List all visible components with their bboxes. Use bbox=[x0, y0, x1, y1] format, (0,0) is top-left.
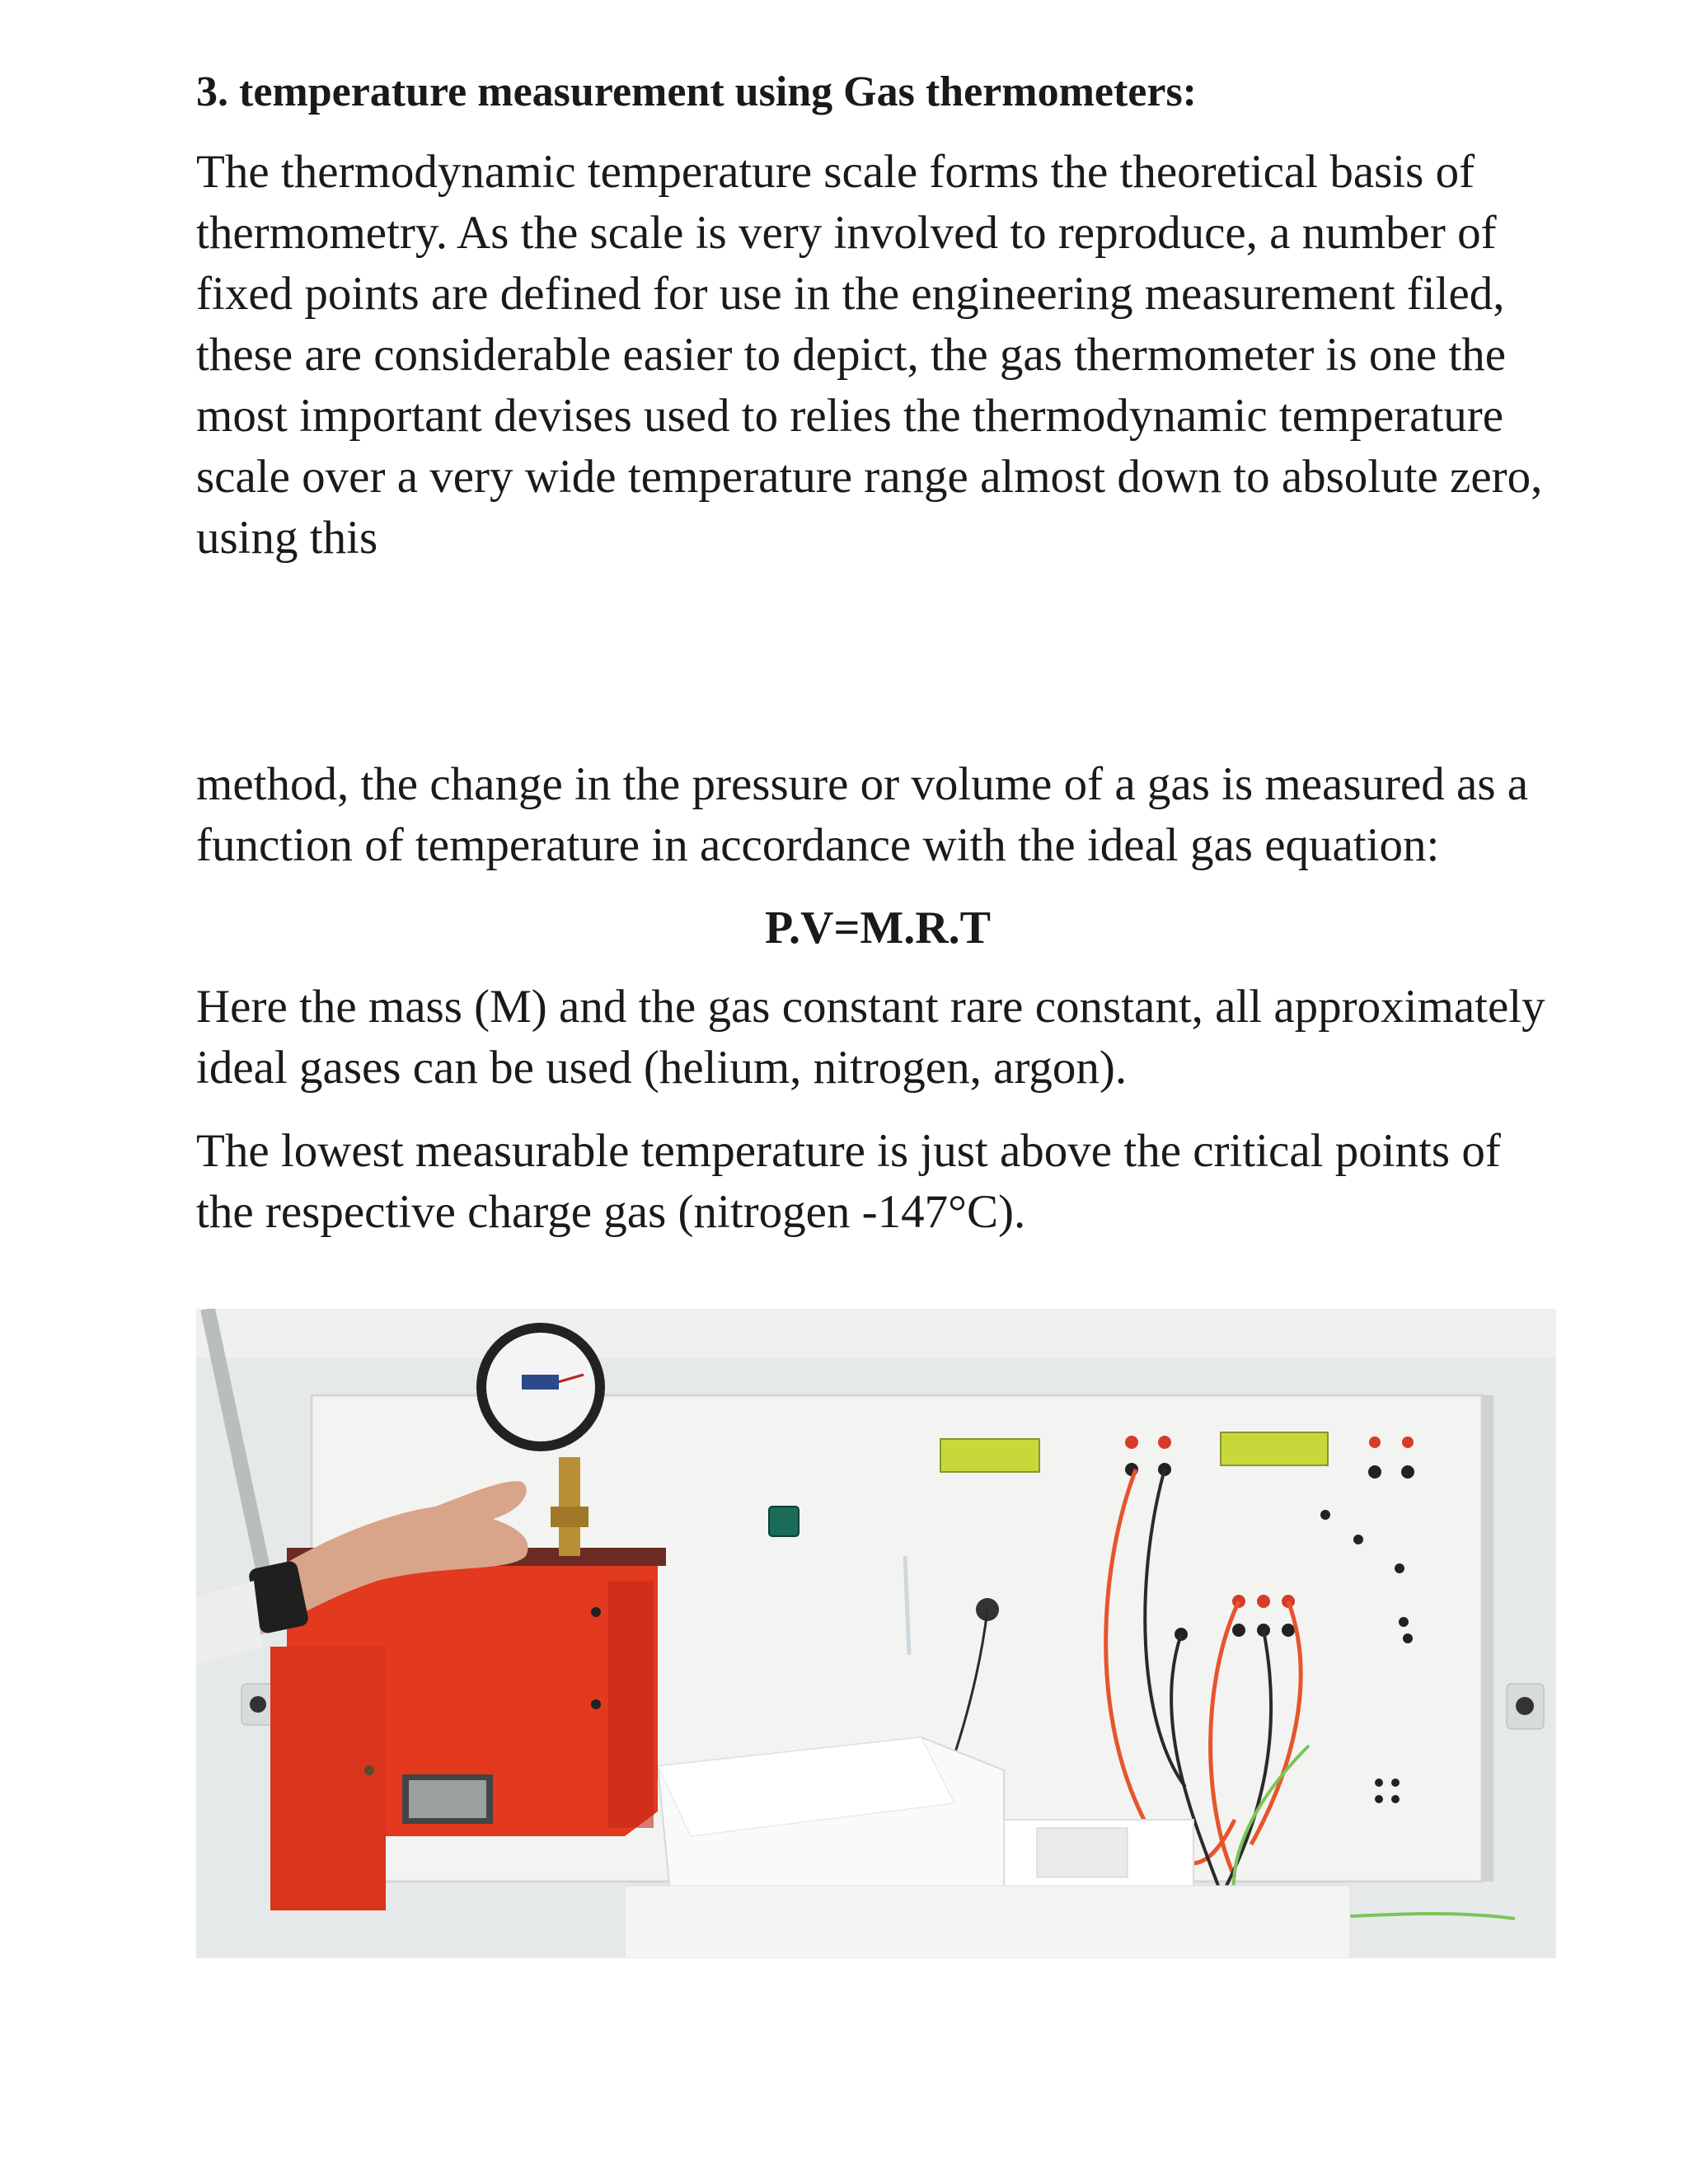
section-heading: 3. temperature measurement using Gas thermometers: bbox=[196, 68, 1198, 115]
gas-thermometer-apparatus-photo bbox=[196, 1309, 1556, 1958]
paragraph-thermodynamic-scale: The thermodynamic temperature scale forms the theoretical basis of thermometry. As the scale is very involved to reproduce, a number of fixed points are defined for use in the engineering measurement filed, these are considerable easier to depict, the gas thermometer is one the most important devises used to relies the thermodynamic temperature scale over a very wide temperature range almost down to absolute zero, using this bbox=[196, 146, 1543, 564]
ideal-gas-equation: P.V=M.R.T bbox=[764, 902, 992, 954]
paragraph-gas-method: method, the change in the pressure or volume of a gas is measured as a function of temperature in accordance with the ideal gas equation: bbox=[196, 758, 1529, 871]
paragraph-mass-constant: Here the mass (M) and the gas constant rare constant, all approximately ideal gases can be used (helium, nitrogen, argon). bbox=[196, 981, 1545, 1094]
paragraph-lowest-temperature: The lowest measurable temperature is just above the critical points of the respective charge gas (nitrogen -147°C). bbox=[196, 1125, 1501, 1238]
apparatus-illustration bbox=[196, 1309, 1556, 1958]
